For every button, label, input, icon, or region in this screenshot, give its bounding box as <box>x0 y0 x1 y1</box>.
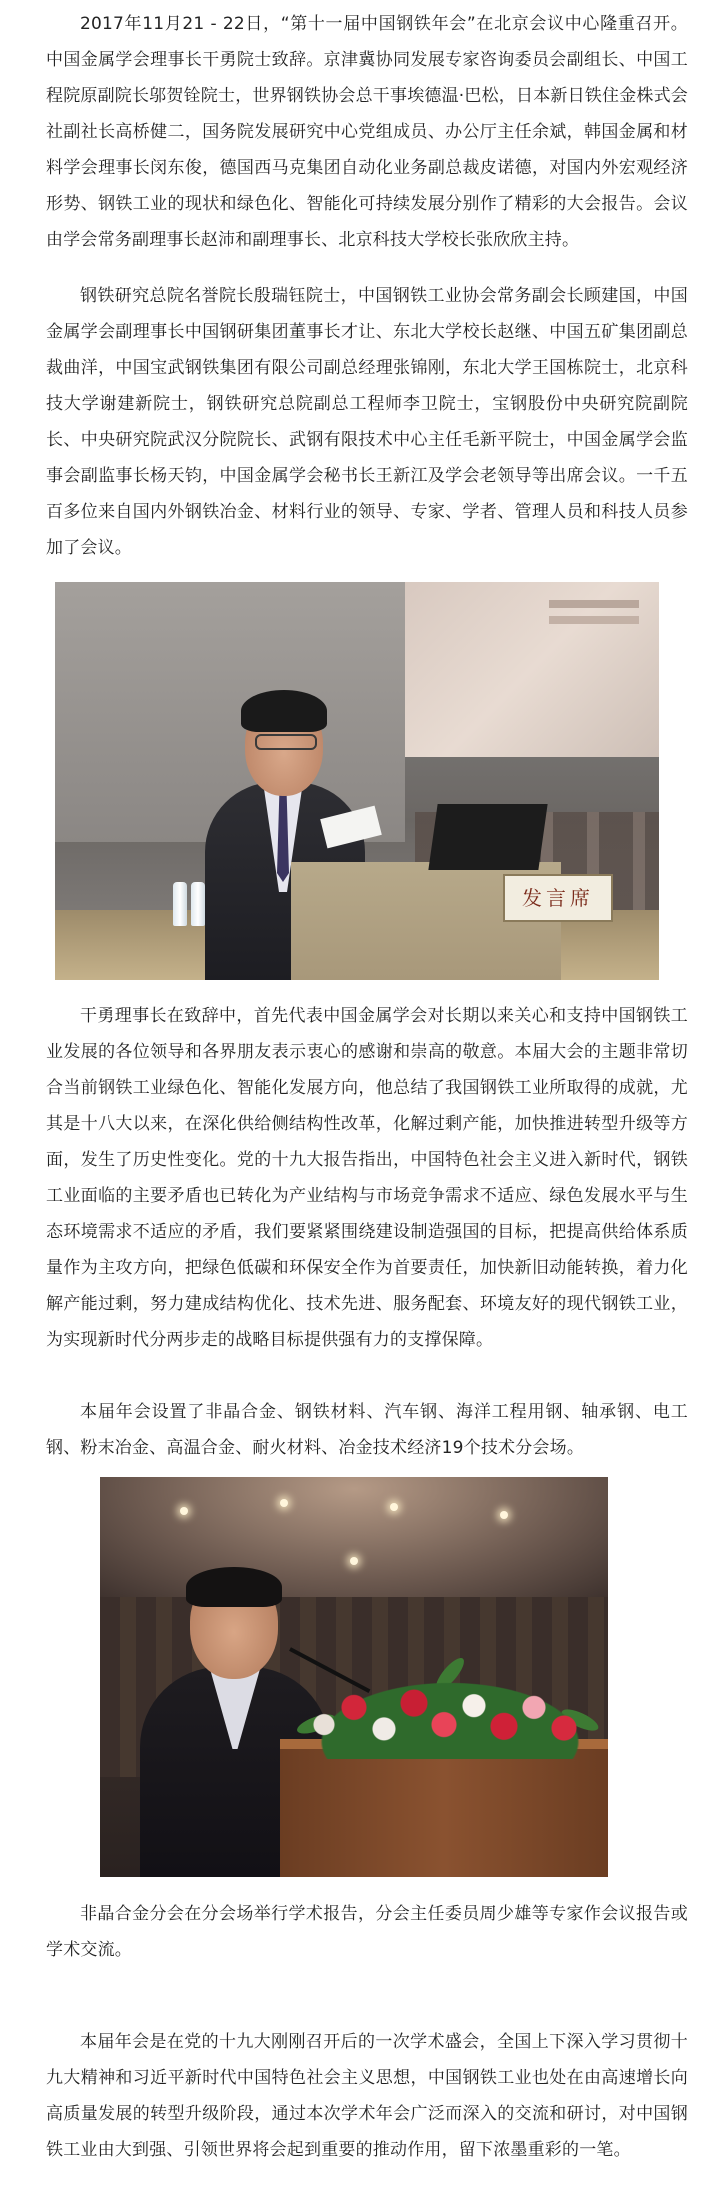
ceiling-light-icon <box>500 1511 508 1519</box>
podium-nameplate: 发言席 <box>503 874 613 922</box>
paragraph-closing: 本届年会是在党的十九大刚刚召开后的一次学术盛会，全国上下深入学习贯彻十九大精神和习近平新时代中国特色社会主义思想，中国钢铁工业也处在由高速增长向高质量发展的转型升级阶段，通过本次学术年会广泛而深入的交流和研讨，对中国钢铁工业由大到强、引领世界将会起到重要的推动作用，留下浓墨重彩的一笔。 <box>46 2032 688 2160</box>
ceiling-light-icon <box>280 1499 288 1507</box>
paragraph-opening: 2017年11月21 - 22日，“第十一届中国钢铁年会”在北京会议中心隆重召开。中国金属学会理事长干勇院士致辞。京津冀协同发展专家咨询委员会副组长、中国工程院原副院长邬贺铨院士，世界钢铁协会总干事埃德温·巴松，日本新日铁住金株式会社副社长高桥健二，国务院发展研究中心党组成员、办公厅主任余斌，韩国金属和材料学会理事长闵东俊，德国西马克集团自动化业务副总裁皮诺德，对国内外宏观经济形势、钢铁工业的现状和绿色化、智能化可持续发展分别作了精彩的大会报告。会议由学会常务副理事长赵沛和副理事长、北京科技大学校长张欣欣主持。 <box>46 14 689 250</box>
paragraph-speech: 干勇理事长在致辞中，首先代表中国金属学会对长期以来关心和支持中国钢铁工业发展的各位领导和各界朋友表示衷心的感谢和崇高的敬意。本届大会的主题非常切合当前钢铁工业绿色化、智能化发展方向，他总结了我国钢铁工业所取得的成就，尤其是十八大以来，在深化供给侧结构性改革，化解过剩产能，加快推进转型升级等方面，发生了历史性变化。党的十九大报告指出，中国特色社会主义进入新时代，钢铁工业面临的主要矛盾也已转化为产业结构与市场竞争需求不适应、绿色发展水平与生态环境需求不适应的矛盾，我们要紧紧围绕建设制造强国的目标，把提高供给体系质量作为主攻方向，把绿色低碳和环保安全作为首要责任，加快新旧动能转换，着力化解产能过剩，努力建成结构优化、技术先进、服务配套、环境友好的现代钢铁工业，为实现新时代分两步走的战略目标提供强有力的支撑保障。 <box>46 1006 688 1350</box>
ceiling-light-icon <box>350 1557 358 1565</box>
ceiling-light-icon <box>180 1507 188 1515</box>
water-bottle-icon <box>173 882 187 926</box>
laptop-icon <box>428 804 547 870</box>
paragraph-attendees: 钢铁研究总院名誉院长殷瑞钰院士，中国钢铁工业协会常务副会长顾建国，中国金属学会副理事长中国钢研集团董事长才让、东北大学校长赵继、中国五矿集团副总裁曲洋，中国宝武钢铁集团有限公司副总经理张锦刚，东北大学王国栋院士，北京科技大学谢建新院士，钢铁研究总院副总工程师李卫院士，宝钢股份中央研究院副院长、中央研究院武汉分院院长、武钢有限技术中心主任毛新平院士，中国金属学会监事会副监事长杨天钧，中国金属学会秘书长王新江及学会老领导等出席会议。一千五百多位来自国内外钢铁冶金、材料行业的领导、专家、学者、管理人员和科技人员参加了会议。 <box>46 286 688 558</box>
speaker-hair <box>186 1567 282 1607</box>
speaker-glasses <box>255 734 317 750</box>
water-bottle-icon <box>191 882 205 926</box>
speaker-photo-2 <box>100 1477 608 1877</box>
wooden-podium <box>280 1739 608 1877</box>
screen-text-blur <box>549 600 639 608</box>
paragraph-session-report: 非晶合金分会在分会场举行学术报告，分会主任委员周少雄等专家作会议报告或学术交流。 <box>46 1904 688 1960</box>
ceiling-light-icon <box>390 1503 398 1511</box>
speaker-hair <box>241 690 327 732</box>
speaker-photo-1 <box>55 582 659 980</box>
flower-arrangement <box>300 1673 600 1759</box>
projection-screen <box>405 582 659 757</box>
paragraph-sessions: 本届年会设置了非晶合金、钢铁材料、汽车钢、海洋工程用钢、轴承钢、电工钢、粉末冶金、高温合金、耐火材料、冶金技术经济19个技术分会场。 <box>46 1402 688 1458</box>
hall-ceiling <box>100 1477 608 1597</box>
